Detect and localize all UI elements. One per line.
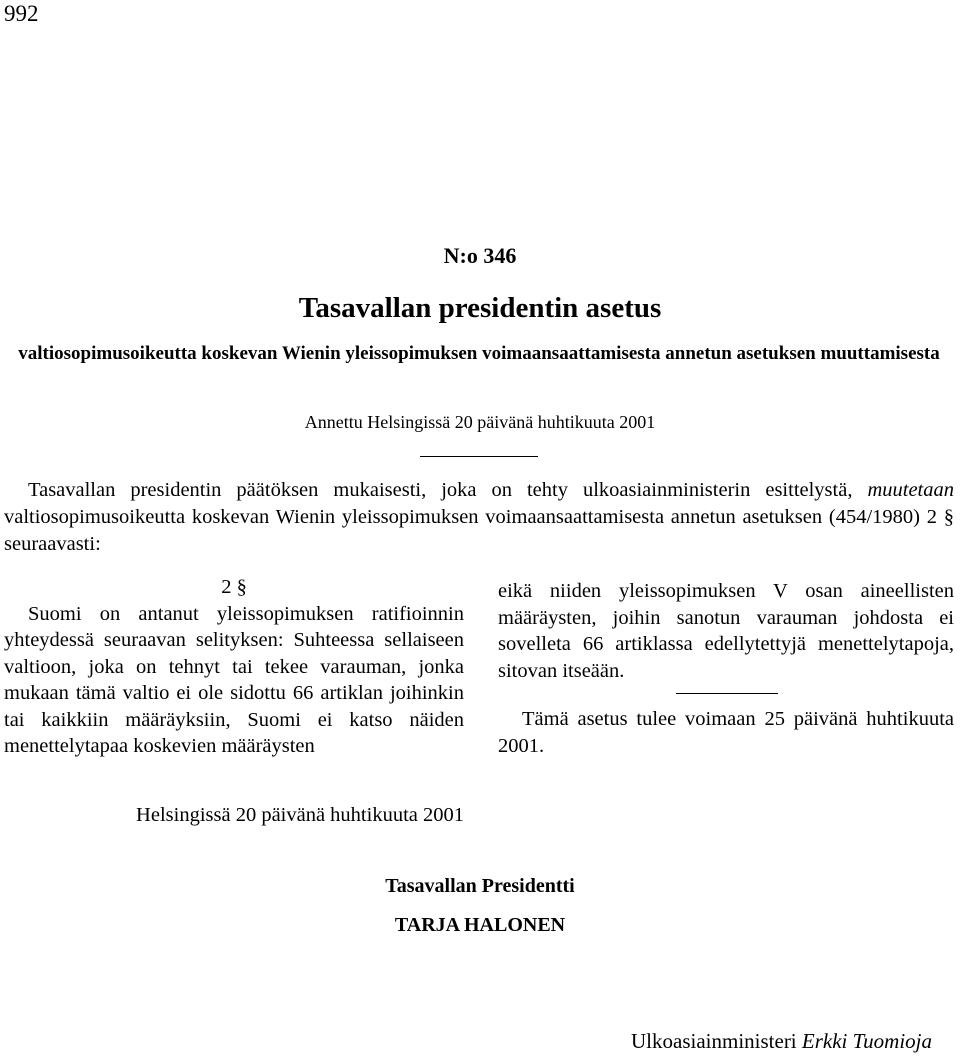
section-body-left: Suomi on antanut yleissopimuksen ratifioinnin yhteydessä seuraavan selityksen: Suhteessa sellaiseen valtioon, joka on tehnyt tai tekee varauman, jonka mukaan tämä valtio ei ole sidottu 66 artiklan joihinkin tai kaikkiin määräyksiin, Suomi ei katso näiden menettelytapaa koskevien määräysten bbox=[4, 602, 464, 757]
document-title: Tasavallan presidentin asetus bbox=[298, 292, 662, 324]
preamble-line2: valtiosopimusoikeutta koskevan Wienin yleissopimuksen voimaansaattamisesta annetun asetuksen (454/1980) 2 § seuraavasti: bbox=[4, 506, 954, 555]
minister-signature bbox=[631, 1027, 932, 1055]
entry-into-force bbox=[498, 706, 954, 759]
right-column bbox=[498, 578, 954, 684]
minister-title: Ulkoasiainministeri bbox=[631, 1029, 797, 1053]
minister-name: Erkki Tuomioja bbox=[801, 1029, 932, 1053]
header-divider bbox=[420, 456, 538, 457]
section-heading: 2 § bbox=[221, 576, 247, 598]
signature-place-date: Helsingissä 20 päivänä huhtikuuta 2001 bbox=[136, 804, 464, 826]
entry-into-force-text: Tämä asetus tulee voimaan 25 päivänä huhtikuuta 2001. bbox=[498, 708, 954, 757]
signer-name: TARJA HALONEN bbox=[394, 914, 566, 936]
section-divider bbox=[676, 693, 778, 694]
preamble-line1: Tasavallan presidentin päätöksen mukaisesti, joka on tehty ulkoasiainministerin esittelystä, bbox=[28, 479, 853, 501]
preamble-italic-word: muutetaan bbox=[867, 479, 954, 501]
section-body-right: eikä niiden yleissopimuksen V osan aineellisten määräysten, joihin sanotun varauman johdosta ei sovelleta 66 artiklassa edellytettyjä menettelytapoja, sitovan itseään. bbox=[498, 580, 954, 682]
statute-number: N:o 346 bbox=[443, 243, 517, 268]
left-column bbox=[4, 574, 464, 760]
preamble bbox=[4, 477, 954, 558]
signer-title: Tasavallan Presidentti bbox=[385, 875, 575, 897]
page-number: 992 bbox=[4, 1, 39, 26]
preamble-paragraph bbox=[4, 477, 954, 558]
document-subtitle: valtiosopimusoikeutta koskevan Wienin yleissopimuksen voimaansaattamisesta annetun asetuksen muuttamisesta bbox=[18, 343, 940, 364]
issued-line: Annettu Helsingissä 20 päivänä huhtikuuta 2001 bbox=[304, 412, 656, 432]
